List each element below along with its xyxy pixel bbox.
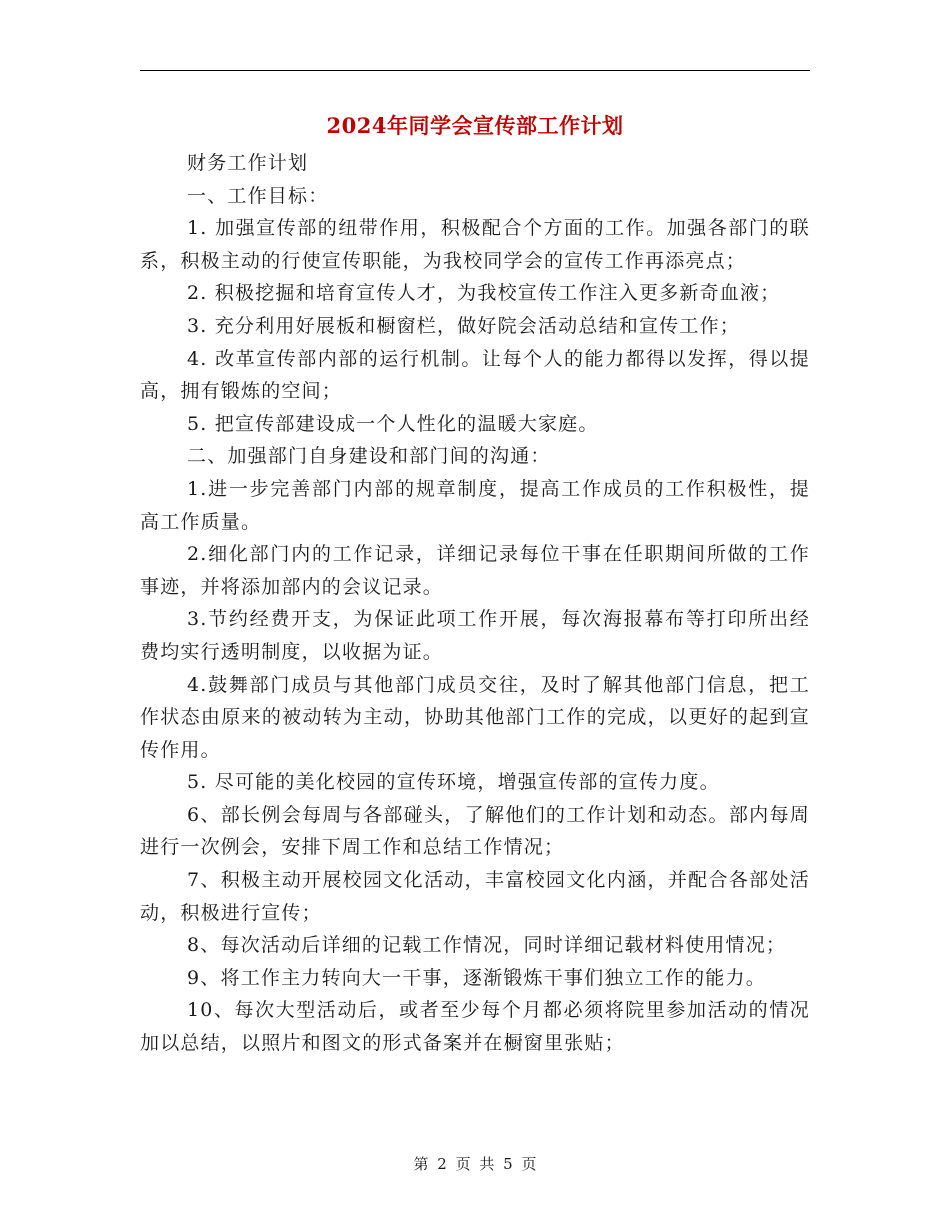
- paragraph-item-6: 6、部长例会每周与各部碰头，了解他们的工作计划和动态。部内每周进行一次例会，安排下周工作和总结工作情况；: [140, 803, 810, 859]
- paragraph-item-10: 10、每次大型活动后，或者至少每个月都必须将院里参加活动的情况加以总结，以照片和图文的形式备案并在橱窗里张贴；: [140, 999, 810, 1055]
- paragraph-goal-2: 2. 积极挖掘和培育宣传人才，为我校宣传工作注入更多新奇血液；: [187, 282, 781, 305]
- paragraph-building-1: 1.进一步完善部门内部的规章制度，提高工作成员的工作积极性，提高工作质量。: [140, 477, 810, 533]
- heading-department-building: 二、加强部门自身建设和部门间的沟通：: [187, 445, 551, 468]
- paragraph-building-4: 4.鼓舞部门成员与其他部门成员交往，及时了解其他部门信息，把工作状态由原来的被动转为主动，协助其他部门工作的完成，以更好的起到宣传作用。: [140, 673, 810, 761]
- paragraph-item-8: 8、每次活动后详细的记载工作情况，同时详细记载材料使用情况；: [187, 934, 787, 957]
- paragraph-building-5: 5. 尽可能的美化校园的宣传环境，增强宣传部的宣传力度。: [187, 771, 720, 794]
- document-body: [140, 147, 810, 1060]
- paragraph-item-9: 9、将工作主力转向大一干事，逐渐锻炼干事们独立工作的能力。: [187, 966, 766, 989]
- paragraph-building-2: 2.细化部门内的工作记录，详细记录每位干事在任职期间所做的工作事迹，并将添加部内的会议记录。: [140, 543, 810, 598]
- paragraph-goal-4: 4. 改革宣传部内部的运行机制。让每个人的能力都得以发挥，得以提高，拥有锻炼的空间；: [140, 347, 810, 403]
- paragraph-item-7: 7、积极主动开展校园文化活动，丰富校园文化内涵，并配合各部处活动，积极进行宣传；: [140, 869, 810, 924]
- paragraph-building-3: 3.节约经费开支，为保证此项工作开展，每次海报幕布等打印所出经费均实行透明制度，以收据为证。: [140, 608, 810, 663]
- paragraph-goal-1: 1. 加强宣传部的纽带作用，积极配合个方面的工作。加强各部门的联系，积极主动的行使宣传职能，为我校同学会的宣传工作再添亮点；: [140, 217, 810, 272]
- paragraph-goal-5: 5. 把宣传部建设成一个人性化的温暖大家庭。: [187, 412, 599, 435]
- heading-work-goals: 一、工作目标：: [187, 184, 329, 207]
- paragraph-finance-plan: 财务工作计划: [187, 152, 309, 174]
- document-title: 2024年同学会宣传部工作计划: [326, 113, 624, 138]
- page-number-footer: 第 2 页 共 5 页: [413, 1155, 537, 1173]
- paragraph-goal-3: 3. 充分利用好展板和橱窗栏，做好院会活动总结和宣传工作；: [187, 314, 740, 337]
- header-rule: [140, 70, 810, 71]
